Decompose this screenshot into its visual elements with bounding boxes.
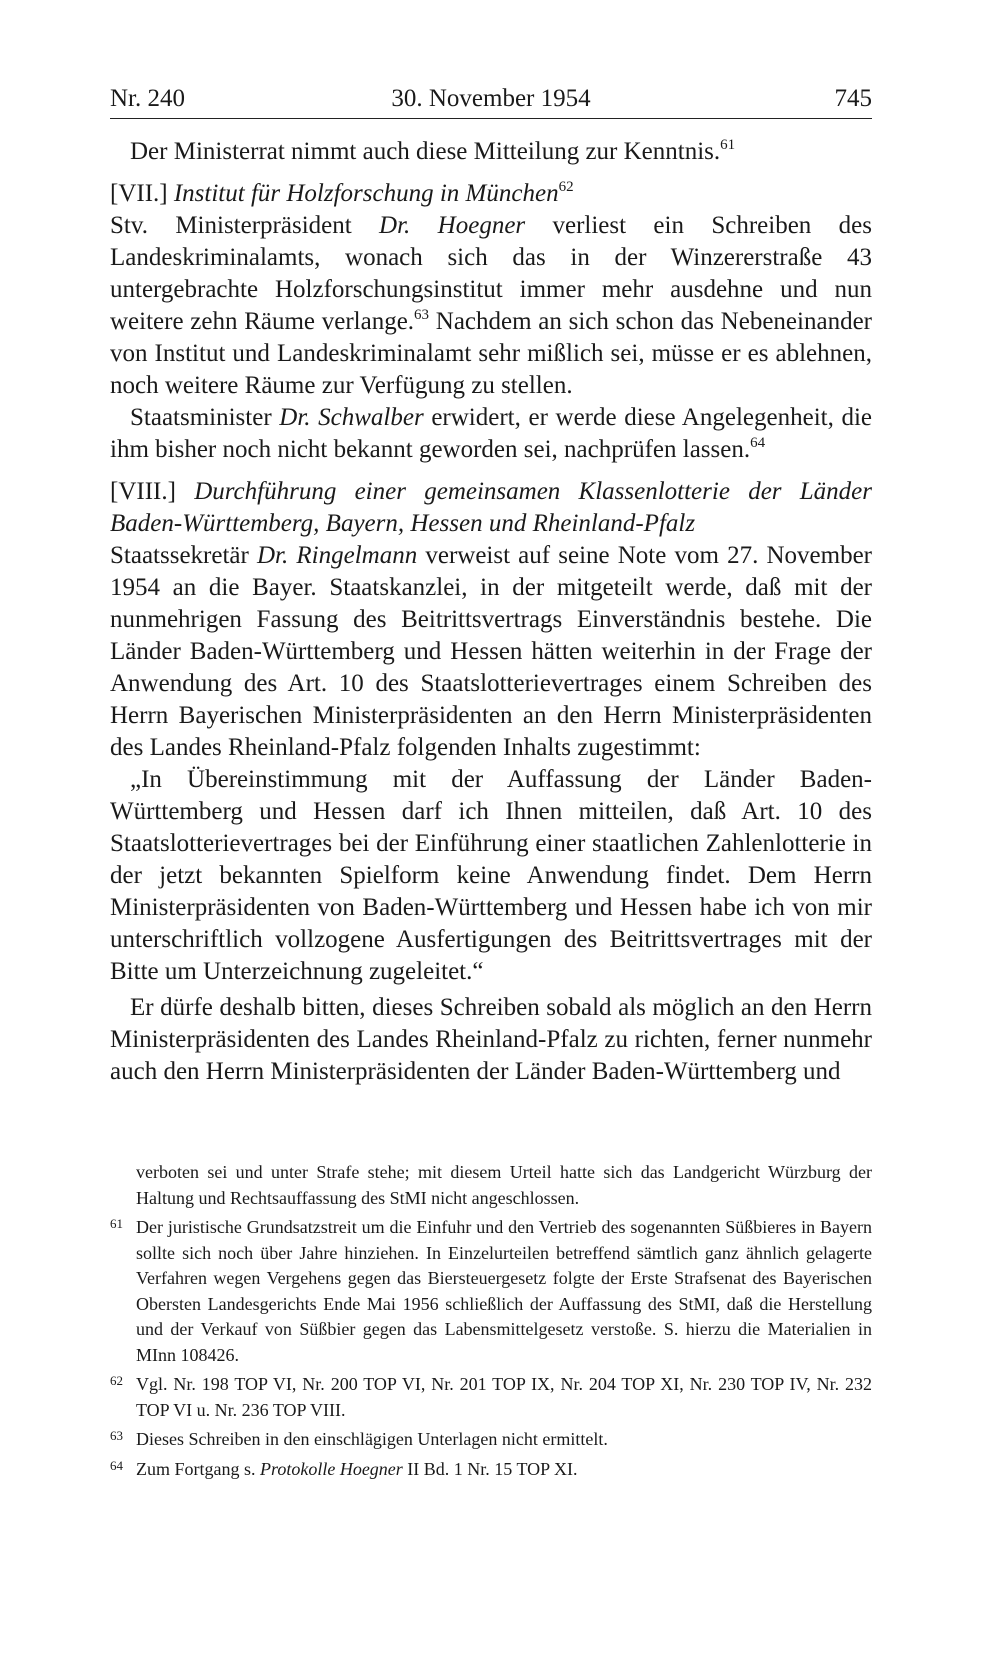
footnote-63: 63 Dieses Schreiben in den einschlägigen Unterlagen nicht ermittelt. bbox=[110, 1427, 872, 1453]
section-heading-viii bbox=[110, 476, 872, 540]
page-header bbox=[110, 84, 872, 119]
footnotes bbox=[110, 1160, 872, 1482]
speaker-name: Dr. Schwalber bbox=[279, 404, 424, 431]
section-title: Durchführung einer gemeinsamen Klassenlotterie der Länder Baden-Württemberg, Bayern, Hessen und Rheinland-Pfalz bbox=[110, 478, 873, 537]
footnote-number: 62 bbox=[110, 1373, 123, 1388]
speaker-name: Dr. Hoegner bbox=[379, 212, 526, 239]
quoted-letter: „In Übereinstimmung mit der Auffassung der Länder Baden-Württemberg und Hessen darf ich Ihnen mitteilen, daß Art. 10 des Staatslotterievertrages bei der Einführung einer staatlichen Zahlenlotterie in der jetzt bekannten Spielform keine Anwendung findet. Dem Herrn Ministerpräsidenten von Baden-Württemberg und Hessen habe ich von mir unterschriftlich vollzogene Ausfertigungen des Beitrittsvertrages mit der Bitte um Unterzeichnung zugeleitet.“ bbox=[110, 766, 872, 985]
header-date: 30. November 1954 bbox=[391, 85, 591, 112]
main-text bbox=[110, 136, 872, 1088]
section-number: [VIII.] bbox=[110, 478, 176, 505]
section-title: Institut für Holzforschung in München bbox=[173, 180, 559, 207]
paragraph-ringelmann: Staatssekretär Dr. Ringelmann verweist auf seine Note vom 27. November 1954 an die Bayer. Staatskanzlei, in der mitgeteilt werde, daß mit der nunmehrigen Fassung des Beitrittsvertrags Einverständnis bestehe. Die Länder Baden-Württemberg und Hessen hätten weiterhin in der Frage der Anwendung des Art. 10 des Staatslotterievertrages einem Schreiben des Herrn Bayerischen Ministerpräsidenten an den Herrn Ministerpräsidenten des Landes Rheinland-Pfalz folgenden Inhalts zugestimmt: bbox=[110, 542, 872, 761]
footnote-number: 61 bbox=[110, 1216, 123, 1231]
footnote-ref-63[interactable]: 63 bbox=[414, 307, 430, 323]
paragraph-hoegner: Stv. Ministerpräsident Dr. Hoegner verliest ein Schreiben des Landeskriminalamts, wonach sich das in der Winzererstraße 43 untergebrachte Holzforschungsinstitut immer mehr ausdehne und nun weitere zehn Räume verlange.$^{63}$ Nachdem an sich schon das Nebeneinander von Institut und Landeskriminalamt sehr mißlich sei, müsse er es ablehnen, noch weitere Räume zur Verfügung zu stellen. bbox=[110, 212, 872, 399]
footnote-ref-64[interactable]: 64 bbox=[750, 435, 766, 451]
paragraph-request: Er dürfe deshalb bitten, dieses Schreiben sobald als möglich an den Herrn Ministerpräsidenten des Landes Rheinland-Pfalz zu richten, ferner nunmehr auch den Herrn Ministerpräsidenten der Länder Baden-Württemberg und bbox=[110, 994, 872, 1085]
citation-title: Protokolle Hoegner bbox=[260, 1458, 403, 1479]
footnote-61: 61 Der juristische Grundsatzstreit um die Einfuhr und den Vertrieb des sogenannten Süßbieres in Bayern sollte sich noch über Jahre hinziehen. In Einzelurteilen betreffend sämtlich ganz ähnlich gelagerte Verfahren wegen Vergehens gegen das Biersteuergesetz folgte der Erste Strafsenat des Bayerischen Obersten Landesgerichts Ende Mai 1956 schließlich der Auffassung des StMI, daß die Herstellung und der Verkauf von Süßbier gegen das Labensmittelgesetz verstoße. S. hierzu die Materialien in MInn 108426. bbox=[110, 1215, 872, 1368]
paragraph-minutes-note: Der Ministerrat nimmt auch diese Mitteilung zur Kenntnis.$^{61}$ bbox=[130, 137, 736, 165]
footnote-62: 62 Vgl. Nr. 198 TOP VI, Nr. 200 TOP VI, Nr. 201 TOP IX, Nr. 204 TOP XI, Nr. 230 TOP IV, Nr. 232 TOP VI u. Nr. 236 TOP VIII. bbox=[110, 1372, 872, 1423]
footnote-number: 63 bbox=[110, 1428, 123, 1443]
section-number: [VII.] bbox=[110, 180, 168, 207]
paragraph-schwalber: Staatsminister Dr. Schwalber erwidert, er werde diese Angelegenheit, die ihm bisher noch nicht bekannt geworden sei, nachprüfen lassen.$^{64}$ bbox=[110, 404, 872, 463]
footnote-ref-62[interactable]: 62 bbox=[558, 179, 574, 195]
footnote-64: 64 Zum Fortgang s. Protokolle Hoegner II Bd. 1 Nr. 15 TOP XI. bbox=[110, 1457, 872, 1483]
speaker-name: Dr. Ringelmann bbox=[256, 542, 418, 569]
footnote-continuation: verboten sei und unter Strafe stehe; mit diesem Urteil hatte sich das Landgericht Würzburg der Haltung und Rechtsauffassung des StMI nicht angeschlossen. bbox=[136, 1162, 872, 1208]
document-number: Nr. 240 bbox=[110, 85, 185, 112]
footnote-ref-61[interactable]: 61 bbox=[720, 137, 736, 153]
section-heading-vii bbox=[110, 178, 872, 210]
page-number: 745 bbox=[834, 85, 872, 112]
footnote-number: 64 bbox=[110, 1457, 123, 1473]
